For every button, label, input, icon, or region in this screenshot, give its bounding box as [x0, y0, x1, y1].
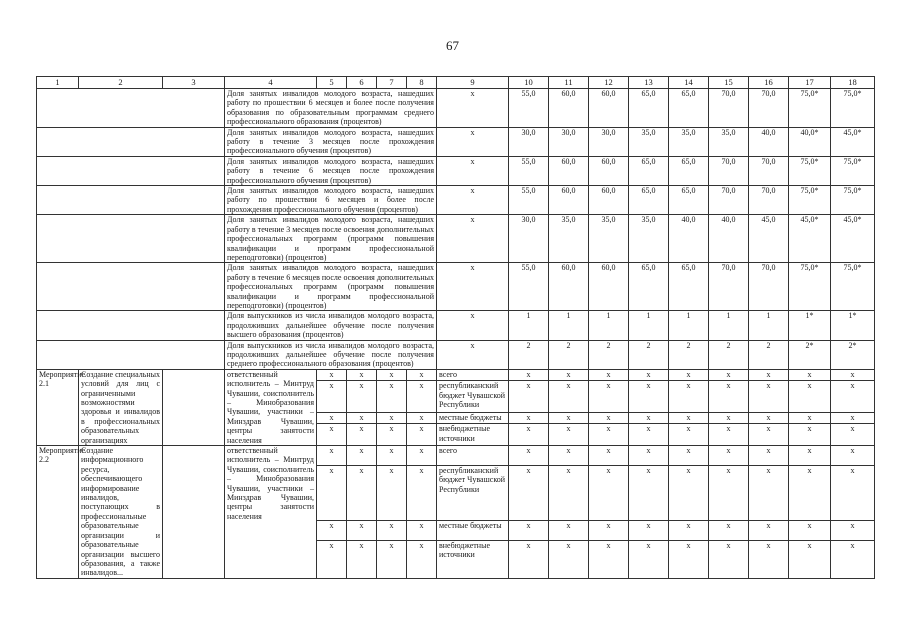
indicator-value: 70,0: [709, 263, 749, 311]
funding-value: x: [789, 521, 831, 541]
indicator-value: 75,0*: [831, 156, 875, 185]
measure-label: Мероприятие 2.2: [37, 446, 79, 579]
indicator-value: 75,0*: [831, 186, 875, 215]
indicator-value: 75,0*: [831, 89, 875, 128]
indicator-row: [37, 156, 875, 185]
funding-value: x: [831, 521, 875, 541]
funding-mark: x: [347, 446, 377, 466]
funding-mark: x: [347, 369, 377, 380]
indicator-value: 30,0: [509, 215, 549, 263]
funding-value: x: [749, 541, 789, 579]
page-number: 67: [446, 38, 459, 53]
header-cell: 10: [509, 77, 549, 89]
indicator-row: [37, 215, 875, 263]
funding-mark: x: [347, 541, 377, 579]
funding-value: x: [669, 424, 709, 446]
indicator-value: 55,0: [509, 89, 549, 128]
indicator-value: 2: [509, 340, 549, 369]
funding-row: [37, 369, 875, 380]
indicator-value: 35,0: [629, 127, 669, 156]
indicator-value: 70,0: [709, 89, 749, 128]
indicator-value: 60,0: [589, 89, 629, 128]
indicator-value: 60,0: [549, 89, 589, 128]
empty-cell: [163, 446, 225, 579]
indicator-col9: x: [437, 127, 509, 156]
indicator-value: 30,0: [589, 127, 629, 156]
indicator-col9: x: [437, 215, 509, 263]
funding-mark: x: [317, 381, 347, 413]
funding-value: x: [629, 413, 669, 424]
indicator-value: 2: [629, 340, 669, 369]
indicator-col9: x: [437, 311, 509, 340]
funding-value: x: [549, 381, 589, 413]
funding-value: x: [709, 413, 749, 424]
funding-mark: x: [317, 465, 347, 521]
indicator-value: 70,0: [709, 156, 749, 185]
funding-value: x: [709, 446, 749, 466]
funding-mark: x: [317, 541, 347, 579]
empty-cell: [37, 340, 225, 369]
header-cell: 7: [377, 77, 407, 89]
header-cell: 8: [407, 77, 437, 89]
funding-value: x: [669, 521, 709, 541]
measure-label: Мероприятие 2.1: [37, 369, 79, 445]
funding-mark: x: [407, 446, 437, 466]
funding-value: x: [669, 413, 709, 424]
indicator-text: Доля занятых инвалидов молодого возраста, нашедших работу в течение 3 месяцев после освоения дополнительных профессиональных программ (программ повышения квалификации и программ профессиональной переподготовки) (процентов): [225, 215, 437, 263]
funding-value: x: [789, 424, 831, 446]
header-cell: 13: [629, 77, 669, 89]
funding-source: всего: [437, 446, 509, 466]
indicator-value: 70,0: [749, 156, 789, 185]
indicator-value: 35,0: [709, 127, 749, 156]
indicator-value: 60,0: [549, 186, 589, 215]
indicator-value: 70,0: [709, 186, 749, 215]
indicator-value: 65,0: [669, 263, 709, 311]
indicator-value: 65,0: [669, 156, 709, 185]
measure-responsible: ответственный исполнитель – Минтруд Чувашии, соисполнитель – Минобразования Чувашии, участники – Минздрав Чувашии, центры занятости населения: [225, 446, 317, 579]
funding-value: x: [749, 521, 789, 541]
funding-source: республиканский бюджет Чувашской Республики: [437, 465, 509, 521]
funding-value: x: [831, 381, 875, 413]
funding-value: x: [831, 369, 875, 380]
indicator-value: 1: [669, 311, 709, 340]
funding-value: x: [789, 465, 831, 521]
indicator-value: 60,0: [549, 156, 589, 185]
funding-value: x: [549, 369, 589, 380]
indicator-col9: x: [437, 156, 509, 185]
funding-value: x: [669, 465, 709, 521]
funding-value: x: [549, 465, 589, 521]
indicator-value: 70,0: [749, 263, 789, 311]
indicator-row: [37, 186, 875, 215]
funding-value: x: [629, 369, 669, 380]
indicator-value: 70,0: [749, 186, 789, 215]
program-table: [36, 76, 875, 579]
indicator-row: [37, 89, 875, 128]
funding-mark: x: [407, 541, 437, 579]
funding-mark: x: [377, 424, 407, 446]
indicator-text: Доля выпускников из числа инвалидов молодого возраста, продолживших дальнейшее обучение после получения среднего профессионального образования (процентов): [225, 340, 437, 369]
indicator-value: 2*: [789, 340, 831, 369]
funding-value: x: [749, 446, 789, 466]
funding-mark: x: [317, 424, 347, 446]
funding-value: x: [669, 446, 709, 466]
header-row: [37, 77, 875, 89]
indicator-value: 75,0*: [789, 263, 831, 311]
header-cell: 3: [163, 77, 225, 89]
indicator-value: 55,0: [509, 186, 549, 215]
indicator-value: 1: [509, 311, 549, 340]
header-cell: 14: [669, 77, 709, 89]
funding-value: x: [589, 541, 629, 579]
funding-row: [37, 446, 875, 466]
indicator-value: 35,0: [669, 127, 709, 156]
funding-mark: x: [377, 521, 407, 541]
funding-value: x: [789, 541, 831, 579]
indicator-value: 2*: [831, 340, 875, 369]
indicator-value: 30,0: [549, 127, 589, 156]
funding-value: x: [709, 381, 749, 413]
indicator-row: [37, 127, 875, 156]
funding-value: x: [589, 369, 629, 380]
header-cell: 5: [317, 77, 347, 89]
funding-mark: x: [377, 369, 407, 380]
funding-source: внебюджетные источники: [437, 541, 509, 579]
indicator-value: 1: [709, 311, 749, 340]
measure-responsible: ответственный исполнитель – Минтруд Чувашии, соисполнитель – Минобразования Чувашии, участники – Минздрав Чувашии, центры занятости населения: [225, 369, 317, 445]
indicator-value: 30,0: [509, 127, 549, 156]
indicator-value: 35,0: [549, 215, 589, 263]
funding-mark: x: [347, 521, 377, 541]
funding-value: x: [669, 541, 709, 579]
indicator-value: 70,0: [749, 89, 789, 128]
funding-source: местные бюджеты: [437, 413, 509, 424]
header-cell: 16: [749, 77, 789, 89]
indicator-value: 45,0*: [831, 127, 875, 156]
indicator-value: 1: [629, 311, 669, 340]
header-cell: 1: [37, 77, 79, 89]
indicator-value: 60,0: [589, 186, 629, 215]
funding-mark: x: [347, 424, 377, 446]
funding-value: x: [509, 541, 549, 579]
funding-mark: x: [347, 465, 377, 521]
funding-value: x: [629, 381, 669, 413]
indicator-col9: x: [437, 186, 509, 215]
indicator-value: 1*: [789, 311, 831, 340]
indicator-value: 45,0: [749, 215, 789, 263]
funding-value: x: [589, 413, 629, 424]
indicator-value: 75,0*: [789, 186, 831, 215]
funding-mark: x: [377, 413, 407, 424]
indicator-value: 40,0: [669, 215, 709, 263]
header-cell: 4: [225, 77, 317, 89]
indicator-value: 60,0: [589, 156, 629, 185]
funding-mark: x: [317, 446, 347, 466]
funding-value: x: [589, 465, 629, 521]
indicator-value: 65,0: [629, 89, 669, 128]
funding-value: x: [831, 424, 875, 446]
indicator-value: 40,0: [709, 215, 749, 263]
empty-cell: [163, 369, 225, 445]
indicator-value: 45,0*: [789, 215, 831, 263]
header-cell: 15: [709, 77, 749, 89]
indicator-value: 65,0: [669, 89, 709, 128]
indicator-value: 65,0: [629, 186, 669, 215]
funding-value: x: [749, 424, 789, 446]
header-cell: 11: [549, 77, 589, 89]
funding-source: всего: [437, 369, 509, 380]
funding-mark: x: [407, 369, 437, 380]
header-cell: 17: [789, 77, 831, 89]
funding-value: x: [789, 369, 831, 380]
indicator-value: 1: [749, 311, 789, 340]
funding-value: x: [831, 413, 875, 424]
funding-mark: x: [317, 413, 347, 424]
funding-value: x: [629, 465, 669, 521]
header-cell: 6: [347, 77, 377, 89]
measure-description: Создание информационного ресурса, обеспечивающего информирование инвалидов, поступающих в профессиональные образовательные организации и образовательные организации высшего образования, а также инвалидов...: [79, 446, 163, 579]
indicator-value: 55,0: [509, 156, 549, 185]
indicator-row: [37, 263, 875, 311]
funding-mark: x: [377, 465, 407, 521]
funding-mark: x: [407, 413, 437, 424]
funding-value: x: [749, 413, 789, 424]
indicator-text: Доля занятых инвалидов молодого возраста, нашедших работу в течение 6 месяцев после освоения дополнительных профессиональных программ (программ повышения квалификации и программ профессиональной переподготовки) (процентов): [225, 263, 437, 311]
funding-value: x: [831, 446, 875, 466]
indicator-value: 75,0*: [831, 263, 875, 311]
funding-value: x: [509, 446, 549, 466]
funding-value: x: [589, 521, 629, 541]
funding-value: x: [749, 381, 789, 413]
funding-source: внебюджетные источники: [437, 424, 509, 446]
funding-value: x: [629, 446, 669, 466]
indicator-value: 65,0: [629, 263, 669, 311]
indicator-col9: x: [437, 263, 509, 311]
funding-mark: x: [317, 521, 347, 541]
funding-value: x: [509, 381, 549, 413]
indicator-value: 55,0: [509, 263, 549, 311]
funding-mark: x: [347, 381, 377, 413]
indicator-text: Доля занятых инвалидов молодого возраста, нашедших работу в течение 6 месяцев после прохождения профессионального обучения (процентов): [225, 156, 437, 185]
funding-value: x: [589, 424, 629, 446]
funding-value: x: [629, 521, 669, 541]
indicator-text: Доля занятых инвалидов молодого возраста, нашедших работу по прошествии 6 месяцев и более после прохождения профессионального обучения (процентов): [225, 186, 437, 215]
funding-value: x: [509, 465, 549, 521]
measure-description: Создание специальных условий для лиц с ограниченными возможностями здоровья и инвалидов в профессиональных образовательных организациях: [79, 369, 163, 445]
indicator-text: Доля выпускников из числа инвалидов молодого возраста, продолживших дальнейшее обучение после получения высшего образования (процентов): [225, 311, 437, 340]
funding-mark: x: [407, 521, 437, 541]
indicator-value: 2: [669, 340, 709, 369]
funding-source: местные бюджеты: [437, 521, 509, 541]
funding-value: x: [509, 521, 549, 541]
indicator-row: [37, 340, 875, 369]
indicator-value: 60,0: [589, 263, 629, 311]
funding-value: x: [549, 521, 589, 541]
empty-cell: [37, 156, 225, 185]
indicator-value: 65,0: [669, 186, 709, 215]
funding-mark: x: [377, 541, 407, 579]
funding-value: x: [749, 465, 789, 521]
funding-value: x: [831, 465, 875, 521]
indicator-value: 60,0: [549, 263, 589, 311]
funding-value: x: [709, 521, 749, 541]
indicator-text: Доля занятых инвалидов молодого возраста, нашедших работу в течение 3 месяцев после прохождения профессионального обучения (процентов): [225, 127, 437, 156]
indicator-value: 2: [589, 340, 629, 369]
funding-mark: x: [407, 465, 437, 521]
indicator-value: 35,0: [629, 215, 669, 263]
indicator-value: 1: [589, 311, 629, 340]
indicator-value: 40,0*: [789, 127, 831, 156]
funding-value: x: [669, 381, 709, 413]
funding-mark: x: [407, 381, 437, 413]
indicator-row: [37, 311, 875, 340]
funding-value: x: [589, 381, 629, 413]
funding-value: x: [629, 541, 669, 579]
indicator-value: 2: [749, 340, 789, 369]
indicator-value: 65,0: [629, 156, 669, 185]
funding-mark: x: [347, 413, 377, 424]
funding-value: x: [789, 381, 831, 413]
header-cell: 2: [79, 77, 163, 89]
header-cell: 9: [437, 77, 509, 89]
indicator-value: 35,0: [589, 215, 629, 263]
indicator-value: 75,0*: [789, 89, 831, 128]
funding-mark: x: [377, 381, 407, 413]
indicator-col9: x: [437, 340, 509, 369]
funding-value: x: [709, 424, 749, 446]
funding-value: x: [509, 369, 549, 380]
funding-mark: x: [377, 446, 407, 466]
empty-cell: [37, 186, 225, 215]
indicator-value: 45,0*: [831, 215, 875, 263]
funding-value: x: [709, 541, 749, 579]
indicator-value: 2: [549, 340, 589, 369]
funding-source: республиканский бюджет Чувашской Республики: [437, 381, 509, 413]
header-cell: 12: [589, 77, 629, 89]
funding-value: x: [589, 446, 629, 466]
indicator-value: 1*: [831, 311, 875, 340]
empty-cell: [37, 311, 225, 340]
indicator-value: 75,0*: [789, 156, 831, 185]
indicator-value: 40,0: [749, 127, 789, 156]
funding-value: x: [629, 424, 669, 446]
funding-value: x: [549, 424, 589, 446]
indicator-col9: x: [437, 89, 509, 128]
funding-value: x: [669, 369, 709, 380]
funding-value: x: [749, 369, 789, 380]
funding-value: x: [549, 413, 589, 424]
empty-cell: [37, 127, 225, 156]
funding-value: x: [549, 541, 589, 579]
funding-value: x: [789, 446, 831, 466]
empty-cell: [37, 215, 225, 263]
funding-value: x: [509, 413, 549, 424]
funding-mark: x: [407, 424, 437, 446]
funding-value: x: [831, 541, 875, 579]
funding-value: x: [789, 413, 831, 424]
indicator-value: 1: [549, 311, 589, 340]
funding-value: x: [709, 369, 749, 380]
indicator-value: 2: [709, 340, 749, 369]
header-cell: 18: [831, 77, 875, 89]
funding-value: x: [709, 465, 749, 521]
indicator-text: Доля занятых инвалидов молодого возраста, нашедших работу по прошествии 6 месяцев и более после получения образования по образовательным программам среднего профессионального образования (процентов): [225, 89, 437, 128]
funding-mark: x: [317, 369, 347, 380]
empty-cell: [37, 263, 225, 311]
funding-value: x: [509, 424, 549, 446]
empty-cell: [37, 89, 225, 128]
funding-value: x: [549, 446, 589, 466]
